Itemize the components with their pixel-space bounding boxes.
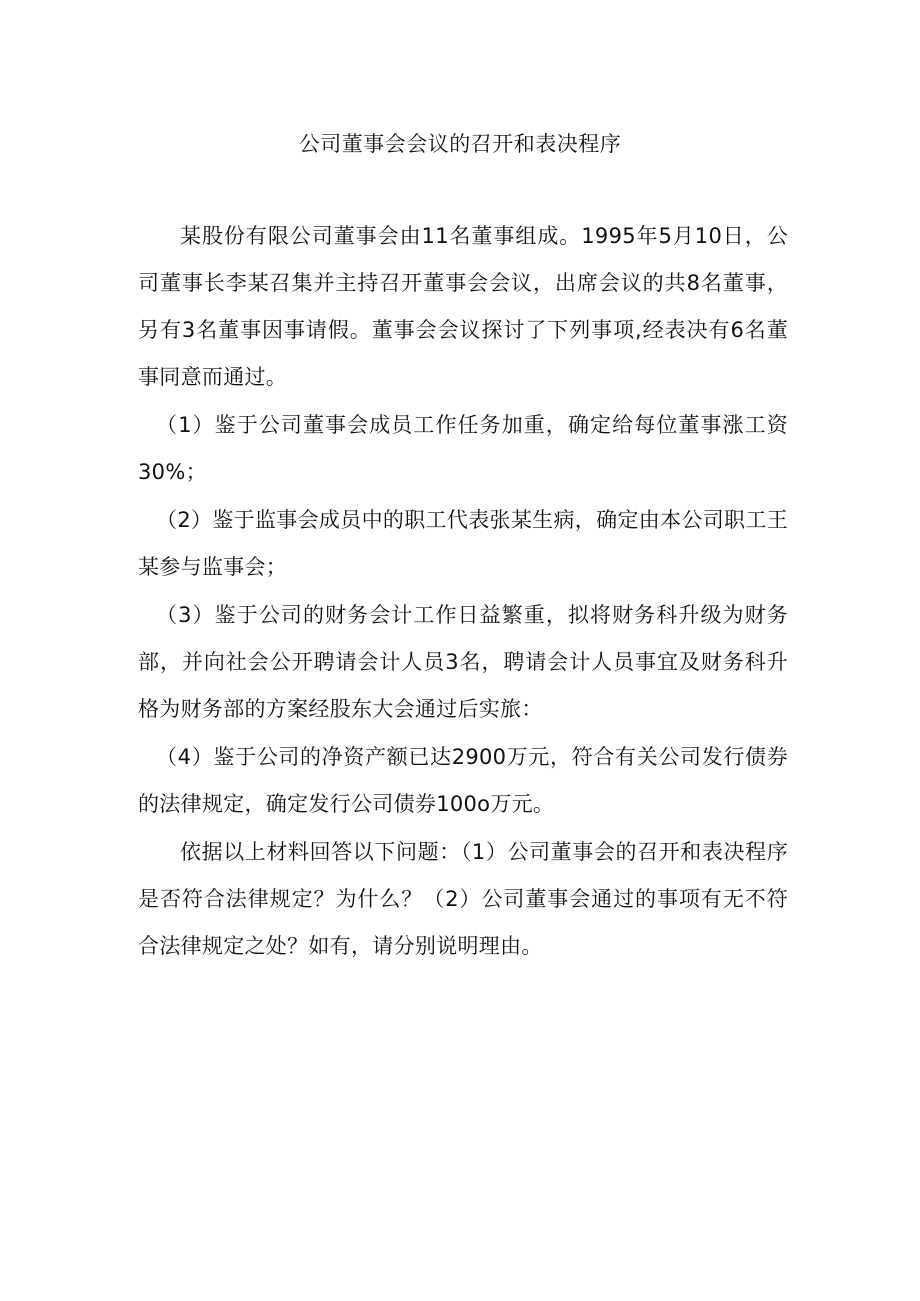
list-item: （4）鉴于公司的净资产额已达2900万元，符合有关公司发行债券的法律规定，确定发行公司债券100o万元。: [138, 745, 788, 816]
intro-paragraph: 某股份有限公司董事会由11名董事组成。1995年5月10日，公司董事长李某召集并主持召开董事会会议，出席会议的共8名董事，另有3名董事因事请假。董事会会议探讨了下列事项,经表决有6名董事同意而通过。: [138, 224, 788, 389]
list-item: （2）鉴于监事会成员中的职工代表张某生病，确定由本公司职工王某参与监事会；: [138, 508, 788, 579]
list-item: （1）鉴于公司董事会成员工作任务加重，确定给每位董事涨工资30%；: [138, 413, 788, 484]
document-title: 公司董事会会议的召开和表决程序: [298, 132, 622, 156]
list-item: （3）鉴于公司的财务会计工作日益繁重，拟将财务科升级为财务部，并向社会公开聘请会计人员3名，聘请会计人员事宜及财务科升格为财务部的方案经股东大会通过后实旅：: [138, 603, 788, 721]
question-paragraph: 依据以上材料回答以下问题：（1）公司董事会的召开和表决程序是否符合法律规定？为什么？（2）公司董事会通过的事项有无不符合法律规定之处？如有，请分别说明理由。: [138, 840, 788, 958]
